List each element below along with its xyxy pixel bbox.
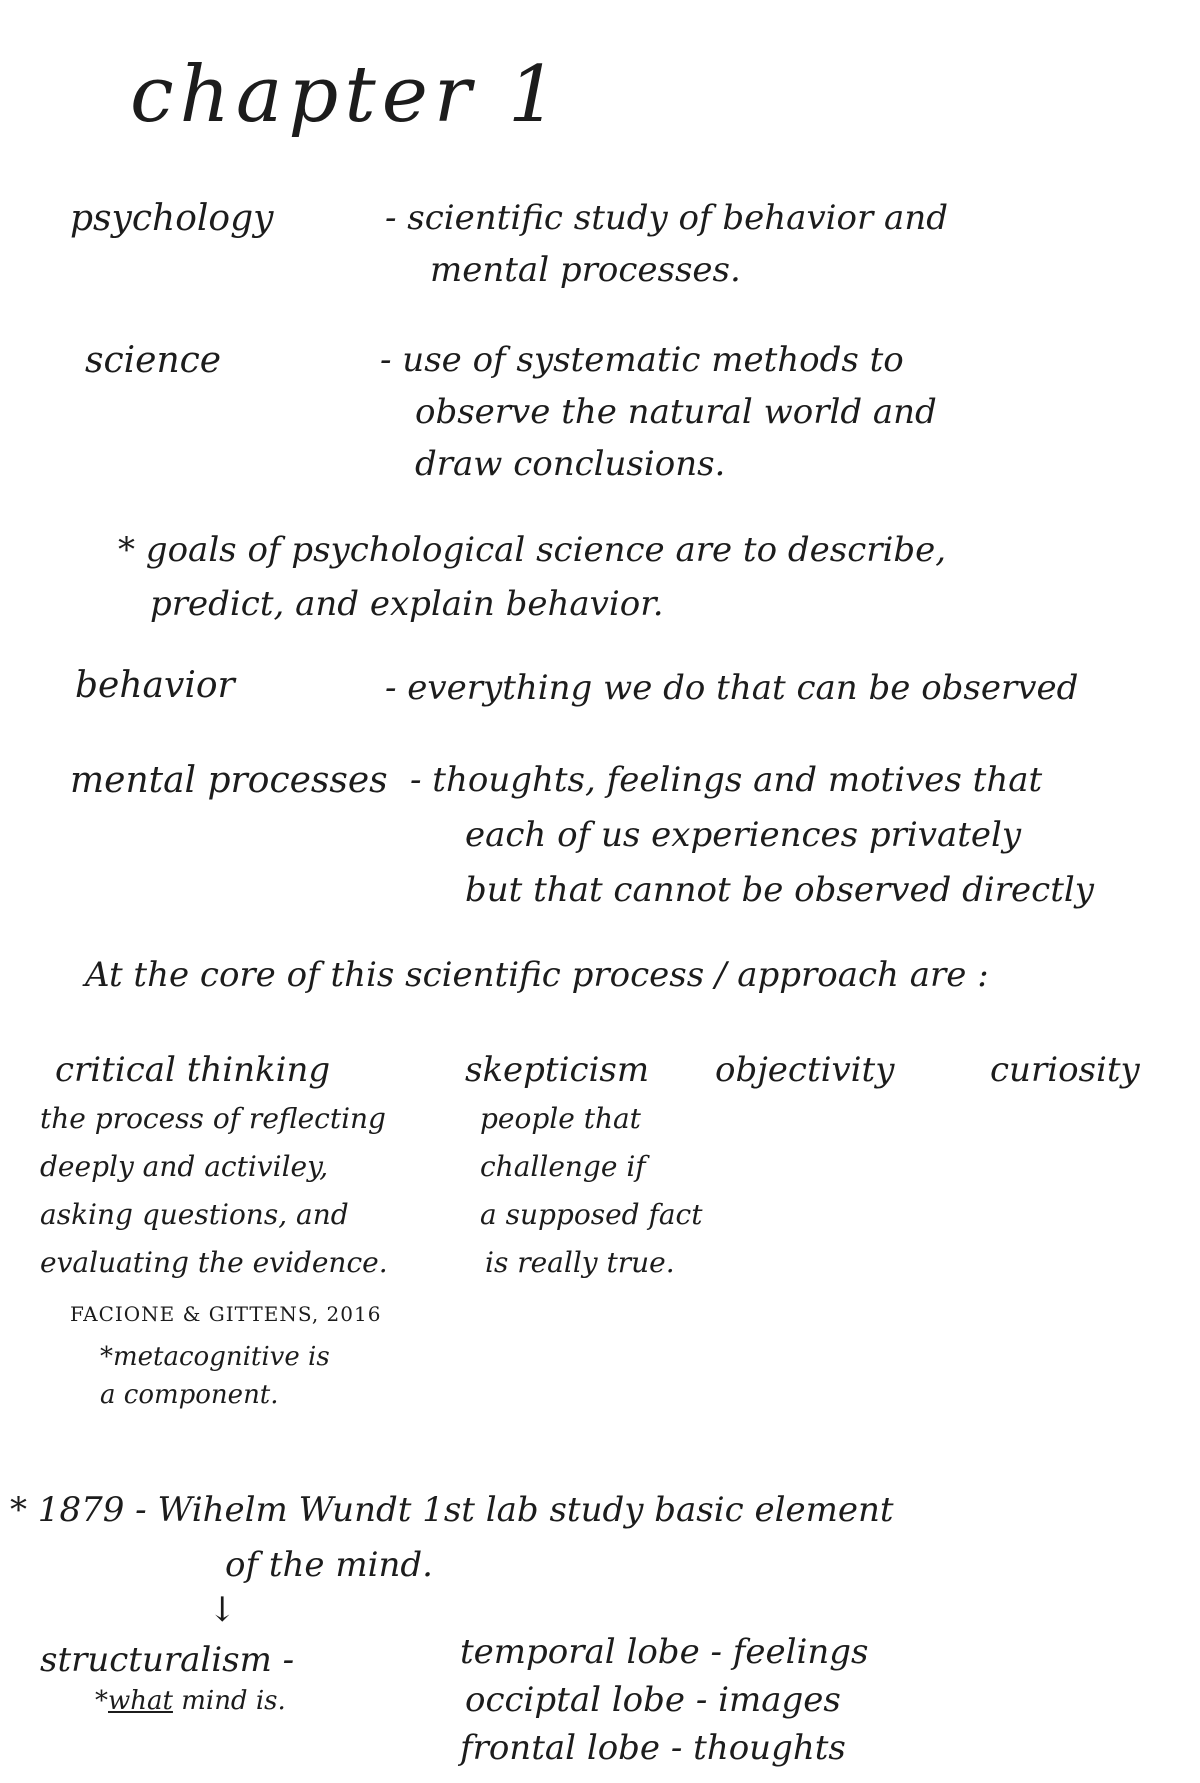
down-arrow-icon: ↓ <box>208 1590 237 1630</box>
lobe-temporal: temporal lobe - feelings <box>460 1632 869 1672</box>
core-heading: At the core of this scientific process / approach are : <box>85 955 989 995</box>
wundt-line1: * 1879 - Wihelm Wundt 1st lab study basic element <box>10 1490 894 1530</box>
lobe-occipital: occiptal lobe - images <box>465 1680 841 1720</box>
critical-line3: asking questions, and <box>40 1198 349 1231</box>
def-mental-line1: - thoughts, feelings and motives that <box>410 760 1043 800</box>
term-structuralism: structuralism - <box>40 1640 295 1680</box>
goals-line1: * goals of psychological science are to describe, <box>118 530 947 570</box>
critical-line1: the process of reflecting <box>40 1102 386 1135</box>
critical-thinking-heading: critical thinking <box>55 1050 331 1090</box>
skepticism-line2: challenge if <box>480 1150 646 1183</box>
skepticism-line1: people that <box>480 1102 641 1135</box>
skepticism-line3: a supposed fact <box>480 1198 703 1231</box>
def-mental-line3: but that cannot be observed directly <box>465 870 1094 910</box>
curiosity-heading: curiosity <box>990 1050 1140 1090</box>
term-science: science <box>85 340 222 381</box>
subnote-rest: mind is. <box>172 1686 286 1716</box>
subnote-what: what <box>108 1686 173 1716</box>
critical-line4: evaluating the evidence. <box>40 1246 388 1279</box>
critical-line2: deeply and activiley, <box>40 1150 329 1183</box>
lobe-frontal: frontal lobe - thoughts <box>460 1728 846 1768</box>
critical-note-line1: *metacognitive is <box>100 1342 330 1372</box>
def-science-line1: - use of systematic methods to <box>380 340 904 380</box>
def-science-line3: draw conclusions. <box>415 444 726 484</box>
skepticism-line4: is really true. <box>485 1246 675 1279</box>
subnote-asterisk: * <box>95 1686 108 1716</box>
def-mental-line2: each of us experiences privately <box>465 815 1022 855</box>
def-behavior-line1: - everything we do that can be observed <box>385 668 1079 708</box>
objectivity-heading: objectivity <box>715 1050 895 1090</box>
term-mental-processes: mental processes <box>70 760 388 801</box>
wundt-line2: of the mind. <box>225 1545 433 1585</box>
critical-note-line2: a component. <box>100 1380 279 1410</box>
def-psychology-line2: mental processes. <box>430 250 741 290</box>
critical-citation: FACIONE & GITTENS, 2016 <box>70 1302 382 1326</box>
term-behavior: behavior <box>75 665 235 706</box>
skepticism-heading: skepticism <box>465 1050 650 1090</box>
term-psychology: psychology <box>70 198 274 239</box>
def-psychology-line1: - scientific study of behavior and <box>385 198 948 238</box>
structuralism-subnote <box>95 1686 286 1716</box>
page-title: chapter 1 <box>130 50 564 140</box>
goals-line2: predict, and explain behavior. <box>150 584 664 624</box>
def-science-line2: observe the natural world and <box>415 392 937 432</box>
